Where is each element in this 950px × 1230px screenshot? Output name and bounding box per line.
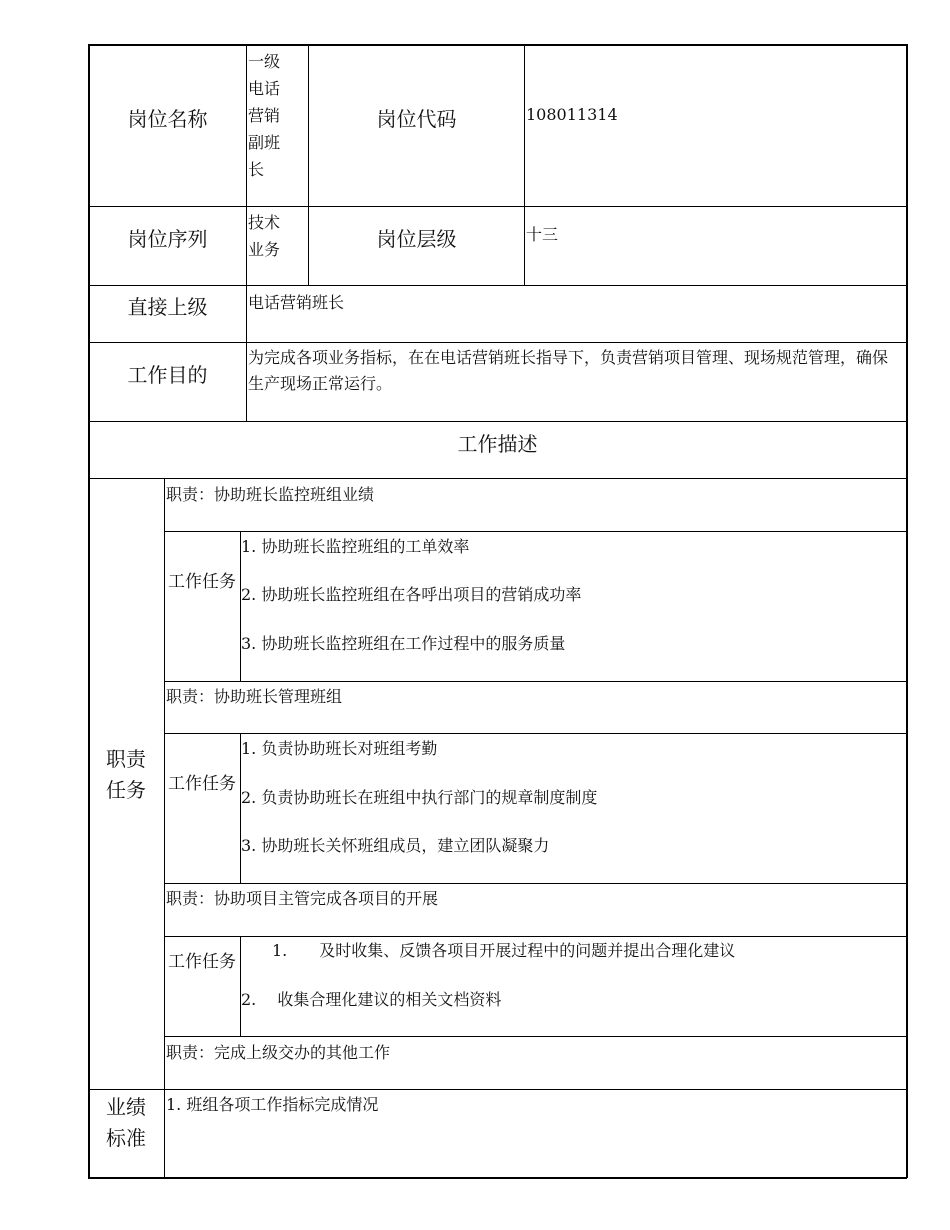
task-item: 1. 及时收集、反馈各项目开展过程中的问题并提出合理化建议 xyxy=(272,941,736,960)
post-series-label: 岗位序列 xyxy=(127,227,208,251)
row-divider xyxy=(88,342,907,343)
description-title: 工作描述 xyxy=(457,432,538,456)
row-divider xyxy=(88,206,907,207)
table-border-top xyxy=(88,44,907,46)
col-divider xyxy=(524,44,525,286)
row-divider xyxy=(88,285,907,286)
task-item: 2. 收集合理化建议的相关文档资料 xyxy=(241,990,502,1009)
post-series-value: 技术业务 xyxy=(248,213,281,259)
task-label: 工作任务 xyxy=(168,572,236,592)
post-level-value: 十三 xyxy=(526,225,559,244)
purpose-value: 为完成各项业务指标，在在电话营销班长指导下，负责营销项目管理、现场规范管理，确保生产现场正常运行。 xyxy=(248,348,889,393)
duty-title: 职责：完成上级交办的其他工作 xyxy=(166,1043,391,1062)
task-item: 3. 协助班长关怀班组成员，建立团队凝聚力 xyxy=(241,836,550,855)
performance-label: 业绩标准 xyxy=(106,1095,146,1150)
col-divider xyxy=(246,44,247,422)
task-item: 2. 协助班长监控班组在各呼出项目的营销成功率 xyxy=(241,585,582,604)
task-label: 工作任务 xyxy=(168,774,236,794)
post-level-label: 岗位层级 xyxy=(376,227,457,251)
table-border-left xyxy=(88,44,90,1178)
duty-title: 职责：协助班长监控班组业绩 xyxy=(166,485,375,504)
duties-label: 职责任务 xyxy=(106,747,146,802)
task-item: 1. 协助班长监控班组的工单效率 xyxy=(241,537,470,556)
post-code-label: 岗位代码 xyxy=(376,107,457,131)
col-divider xyxy=(164,478,165,1178)
row-divider xyxy=(164,733,907,734)
table-border-right xyxy=(906,44,908,1178)
performance-item: 1. 班组各项工作指标完成情况 xyxy=(166,1095,379,1114)
task-item: 1. 负责协助班长对班组考勤 xyxy=(241,739,438,758)
row-divider xyxy=(88,421,907,422)
row-divider xyxy=(164,1036,907,1037)
post-code-value: 108011314 xyxy=(526,105,618,124)
superior-label: 直接上级 xyxy=(127,295,208,319)
row-divider xyxy=(164,936,907,937)
row-divider xyxy=(164,883,907,884)
row-divider xyxy=(164,531,907,532)
purpose-label: 工作目的 xyxy=(127,363,208,387)
task-label: 工作任务 xyxy=(168,952,236,972)
task-item: 3. 协助班长监控班组在工作过程中的服务质量 xyxy=(241,634,566,653)
duty-title: 职责：协助项目主管完成各项目的开展 xyxy=(166,889,439,908)
post-name-label: 岗位名称 xyxy=(127,107,208,131)
row-divider xyxy=(88,1089,907,1090)
task-item: 2. 负责协助班长在班组中执行部门的规章制度制度 xyxy=(241,788,598,807)
table-border-bottom xyxy=(88,1177,907,1179)
superior-value: 电话营销班长 xyxy=(248,293,345,312)
duty-title: 职责：协助班长管理班组 xyxy=(166,687,343,706)
post-name-value: 一级电话营销副班长 xyxy=(248,52,281,179)
row-divider xyxy=(88,478,907,479)
row-divider xyxy=(164,681,907,682)
